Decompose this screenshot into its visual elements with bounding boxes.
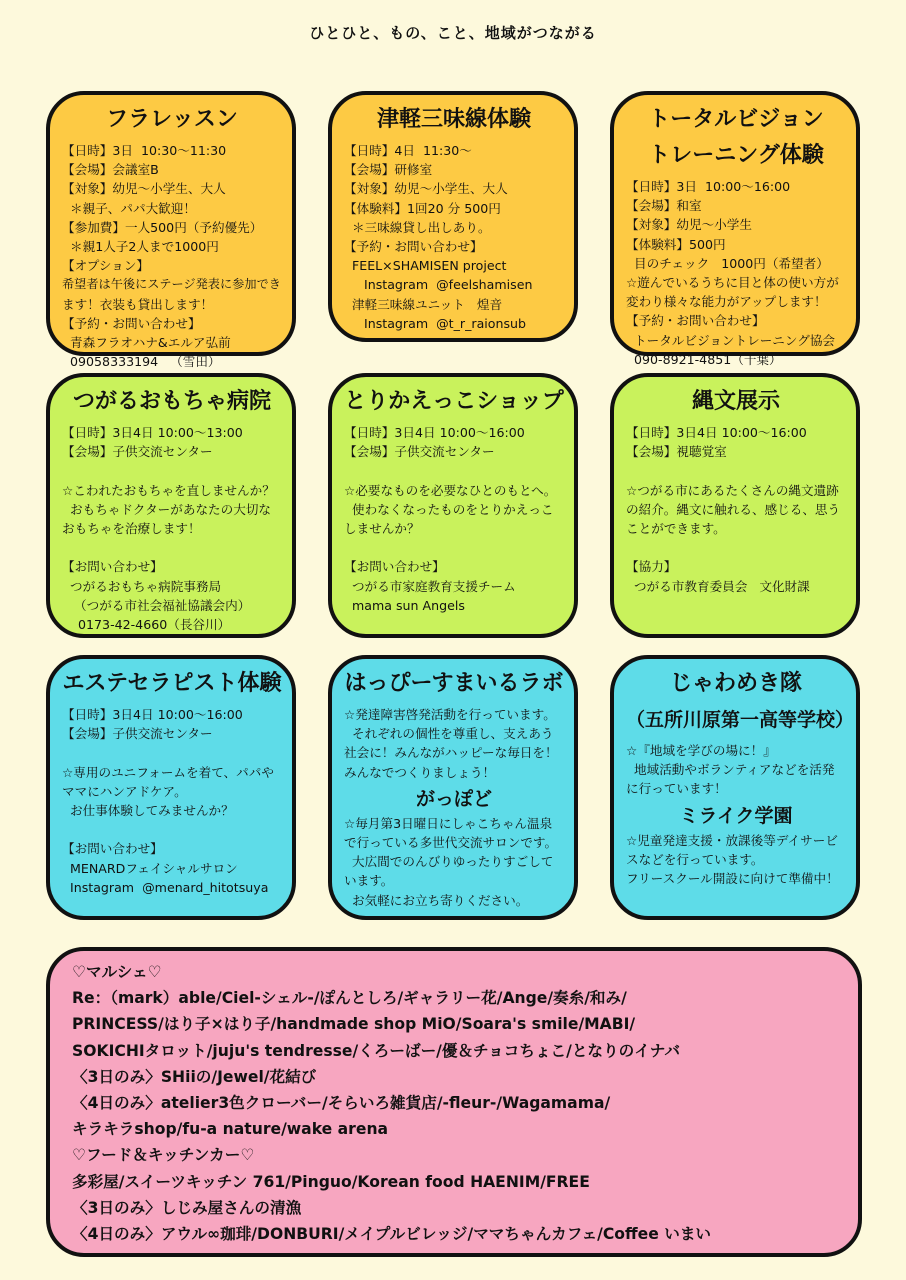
detail-line: 使わなくなったものをとりかえっこ: [344, 501, 554, 517]
detail-line: 【会場】子供交流センター: [344, 444, 495, 460]
card-details: [626, 423, 846, 596]
card-subtitle: がっぽど: [415, 787, 492, 810]
detail-line: [62, 743, 282, 762]
card-title-line2: トレーニング体験: [648, 143, 824, 168]
detail-line: 希望者は午後にステージ発表に参加でき: [62, 277, 281, 292]
detail-line: [344, 538, 564, 557]
card-title: エステセラピスト体験: [62, 671, 282, 696]
card-title: フラレッスン: [106, 107, 238, 132]
toy-hospital-card: [46, 373, 296, 638]
marche-line: ♡フード＆キッチンカー♡: [72, 1146, 255, 1165]
marche-line: SOKICHIタロット/juju's tendresse/くろーばー/優＆チョコちょこ/となりのイナバ: [72, 1041, 681, 1060]
marche-line: 〈3日のみ〉しじみ屋さんの清漁: [72, 1198, 302, 1217]
detail-line: ☆発達障害啓発活動を行っています。: [344, 707, 556, 722]
card-details: [626, 177, 846, 369]
card-title: はっぴーすまいるラボ: [344, 671, 564, 696]
card-details-2: [626, 831, 846, 889]
detail-line: 09058333194 （雪田）: [62, 354, 221, 370]
detail-line: 【参加費】一人500円（予約優先）: [62, 219, 263, 235]
detail-line: 【お問い合わせ】: [344, 559, 445, 575]
detail-line: [62, 461, 282, 480]
detail-line: 【日時】3日4日 10:00～13:00: [62, 425, 243, 440]
detail-line: みんなでつくりましょう！: [344, 764, 496, 780]
detail-line: おもちゃドクターがあなたの大切な: [62, 501, 272, 517]
card-title-line2: （五所川原第一高等学校）: [626, 709, 855, 731]
marche-line: ♡マルシェ♡: [72, 963, 162, 981]
detail-line: 変わり様々な能力がアップします！: [626, 294, 827, 310]
happy-smile-lab-card: [328, 655, 578, 920]
detail-line: FEEL×SHAMISEN project: [344, 258, 507, 274]
card-subtitle: ミライク学園: [679, 804, 793, 827]
marche-line: 〈4日のみ〉アウル∞珈琲/DONBURI/メイプルビレッジ/ママちゃんカフェ/Coffee いまい: [72, 1225, 712, 1244]
detail-line: 津軽三味線ユニット 煌音: [344, 296, 503, 312]
hula-lesson-card: [46, 91, 296, 370]
card-details: [62, 423, 282, 634]
detail-line: 【対象】幼児～小学生、大人: [62, 181, 226, 197]
esthetic-card: [46, 655, 296, 920]
shamisen-card: [328, 91, 578, 342]
detail-line: MENARDフェイシャルサロン: [62, 860, 238, 876]
marche-list: [72, 959, 840, 1247]
detail-line: しませんか？: [344, 521, 420, 536]
detail-line: ☆毎月第3日曜日にしゃこちゃん温泉: [344, 815, 553, 831]
detail-line: ☆遊んでいるうちに目と体の使い方が: [626, 275, 839, 291]
detail-line: （つがる市社会福祉協議会内）: [62, 597, 251, 613]
detail-line: それぞれの個性を尊重し、支えあう: [344, 726, 554, 742]
detail-line: 【会場】子供交流センター: [62, 726, 213, 742]
detail-line: 【会場】視聴覚室: [626, 444, 727, 460]
detail-line: フリースクール開設に向けて準備中！: [626, 871, 839, 887]
detail-line: ☆児童発達支援・放課後等デイサービ: [626, 832, 838, 848]
detail-line: Instagram @t_r_raionsub: [344, 315, 527, 331]
detail-line: 【対象】幼児～小学生、大人: [344, 181, 508, 197]
detail-line: 【予約・お問い合わせ】: [344, 239, 483, 255]
detail-line: 【予約・お問い合わせ】: [626, 313, 765, 329]
detail-line: [62, 538, 282, 557]
detail-line: 【予約・お問い合わせ】: [62, 315, 201, 331]
marche-line: キラキラshop/fu-a nature/wake arena: [72, 1120, 389, 1139]
card-title: 縄文展示: [691, 389, 780, 414]
detail-line: ＊親1人子2人まで1000円: [62, 239, 219, 255]
card-title: じゃわめき隊: [669, 671, 802, 696]
detail-line: 【体験料】1回20 分 500円: [344, 200, 501, 216]
card-title: トータルビジョン: [648, 107, 824, 132]
detail-line: 目のチェック 1000円（希望者）: [626, 255, 829, 271]
detail-line: 大広間でのんびりゆったりすごして: [344, 854, 554, 870]
detail-line: お気軽にお立ち寄りください。: [344, 892, 529, 908]
detail-line: スなどを行っています。: [626, 851, 764, 867]
marche-line: 〈3日のみ〉SHiiの/Jewel/花結び: [72, 1067, 317, 1086]
card-title: 津軽三味線体験: [376, 107, 531, 132]
detail-line: 【会場】研修室: [344, 162, 433, 178]
marche-box: [46, 947, 862, 1257]
vision-training-card: [610, 91, 860, 367]
detail-line: [62, 820, 282, 839]
detail-line: つがる市家庭教育支援チーム: [344, 578, 516, 594]
jawameki-card: [610, 655, 860, 920]
detail-line: ママにハンアドケア。: [62, 783, 187, 799]
detail-line: 地域活動やボランティアなどを活発: [626, 762, 835, 778]
page-title: ひとひと、もの、こと、地域がつながる: [309, 24, 597, 42]
marche-line: 多彩屋/スイーツキッチン 761/Pinguo/Korean food HAENIM/FREE: [72, 1172, 590, 1191]
detail-line: に行っています！: [626, 781, 727, 797]
detail-line: お仕事体験してみませんか？: [62, 803, 234, 818]
detail-line: 【日時】3日4日 10:00～16:00: [62, 707, 243, 722]
card-details: [344, 423, 564, 615]
card-details: [626, 741, 846, 799]
detail-line: います。: [344, 873, 394, 889]
detail-line: ☆『地域を学びの場に！』: [626, 743, 776, 758]
detail-line: ☆専用のユニフォームを着て、パパや: [62, 764, 274, 780]
detail-line: つがるおもちゃ病院事務局: [62, 578, 222, 594]
card-details-2: [344, 814, 564, 910]
detail-line: [344, 461, 564, 480]
detail-line: ☆こわれたおもちゃを直しませんか？: [62, 482, 275, 498]
marche-line: PRINCESS/はり子×はり子/handmade shop MiO/Soara's smile/MABI/: [72, 1015, 636, 1034]
detail-line: おもちゃを治療します！: [62, 521, 201, 536]
card-details: [62, 141, 282, 371]
detail-line: ☆必要なものを必要なひとのもとへ。: [344, 482, 557, 498]
card-title: とりかえっこショップ: [344, 389, 564, 414]
card-title: つがるおもちゃ病院: [72, 389, 271, 414]
detail-line: 青森フラオハナ&エルア弘前: [62, 335, 231, 351]
detail-line: つがる市教育委員会 文化財課: [626, 578, 810, 594]
detail-line: ☆つがる市にあるたくさんの縄文遺跡: [626, 482, 839, 498]
detail-line: ことができます。: [626, 521, 726, 536]
marche-line: 〈4日のみ〉atelier3色クローバー/そらいろ雑貨店/-fleur-/Wagamama/: [72, 1094, 611, 1113]
detail-line: の紹介。縄文に触れる、感じる、思う: [626, 501, 841, 517]
exchange-shop-card: [328, 373, 578, 638]
detail-line: 【お問い合わせ】: [62, 841, 163, 857]
marche-line: Re：（mark）able/Ciel-シェル-/ぽんとしろ/ギャラリー花/Ange/奏糸/和み/: [72, 989, 627, 1008]
card-details: [344, 141, 564, 333]
detail-line: [626, 461, 846, 480]
detail-line: Instagram @feelshamisen: [344, 277, 533, 293]
detail-line: 【会場】会議室B: [62, 162, 159, 178]
detail-line: 【日時】3日 10:30～11:30: [62, 143, 227, 158]
detail-line: 0173-42-4660（長谷川）: [62, 617, 231, 632]
detail-line: 【日時】3日4日 10:00～16:00: [626, 425, 807, 440]
detail-line: 090-8921-4851（千葉）: [626, 351, 782, 367]
detail-line: Instagram @menard_hitotsuya: [62, 879, 269, 895]
detail-line: 【お問い合わせ】: [62, 559, 163, 575]
card-details: [62, 705, 282, 897]
detail-line: [626, 538, 846, 557]
detail-line: 【日時】4日 11:30～: [344, 143, 472, 158]
detail-line: で行っている多世代交流サロンです。: [344, 835, 558, 851]
detail-line: mama sun Angels: [344, 597, 465, 613]
card-details: [344, 705, 564, 782]
detail-line: 【会場】子供交流センター: [62, 444, 213, 460]
detail-line: 社会に！みんながハッピーな毎日を！: [344, 745, 558, 761]
detail-line: 【オプション】: [62, 258, 150, 274]
detail-line: ＊三味線貸し出しあり。: [344, 219, 491, 235]
detail-line: トータルビジョントレーニング協会: [626, 332, 836, 348]
detail-line: ＊親子、パパ大歓迎！: [62, 200, 196, 216]
detail-line: 【日時】3日4日 10:00～16:00: [344, 425, 525, 440]
detail-line: 【体験料】500円: [626, 236, 726, 252]
detail-line: 【対象】幼児～小学生: [626, 217, 752, 233]
detail-line: 【協力】: [626, 559, 677, 575]
detail-line: 【会場】和室: [626, 198, 702, 214]
detail-line: 【日時】3日 10:00～16:00: [626, 179, 791, 194]
jomon-exhibit-card: [610, 373, 860, 638]
detail-line: ます！衣装も貸出します！: [62, 296, 214, 312]
